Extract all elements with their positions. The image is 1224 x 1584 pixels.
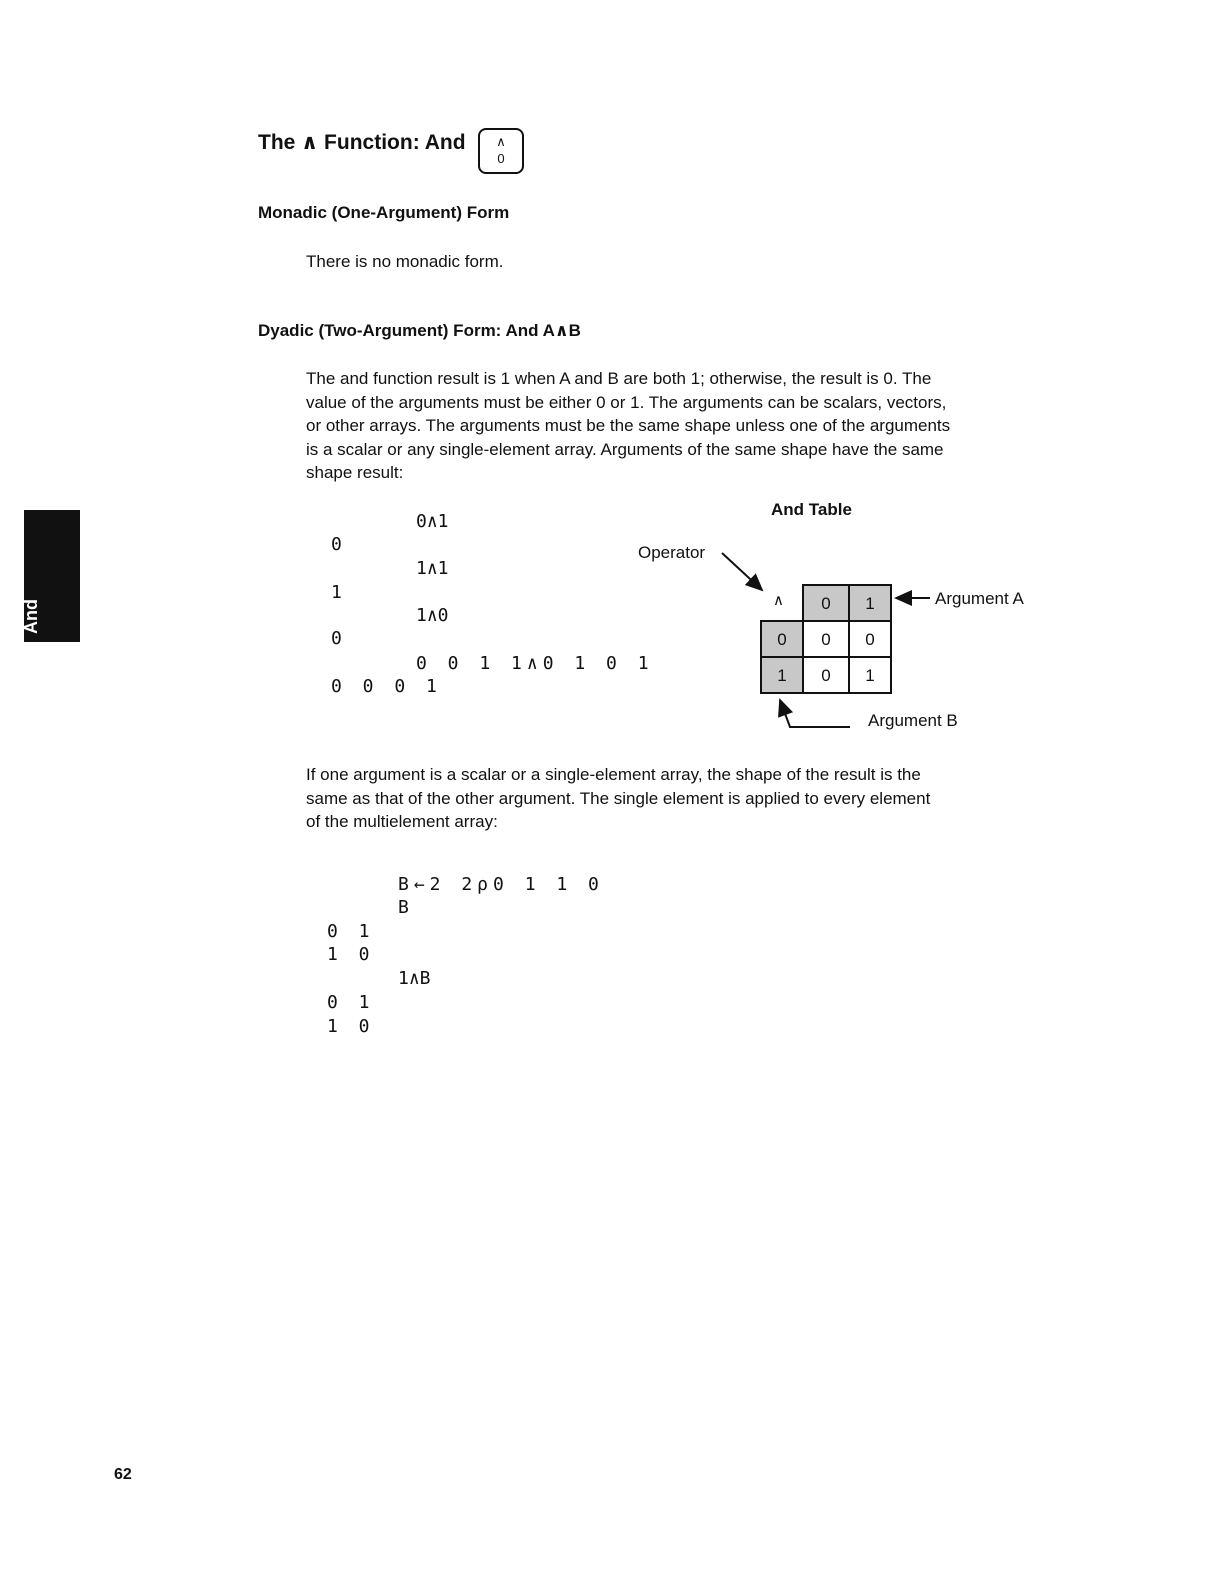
paragraph-line: is a scalar or any single-element array. Arguments of the same shape have the same bbox=[306, 439, 944, 459]
example-input: 0∧1 bbox=[416, 511, 449, 532]
example-output: 1 bbox=[331, 582, 342, 603]
operator-arrow bbox=[722, 553, 762, 590]
operator-symbol: ∧ bbox=[773, 592, 784, 609]
example-output: 0 1 bbox=[327, 921, 375, 942]
header-b-cell: 1 bbox=[760, 656, 804, 694]
monadic-text: There is no monadic form. bbox=[306, 252, 504, 271]
example-output: 1 0 bbox=[327, 944, 375, 965]
paragraph-line: or other arrays. The arguments must be the same shape unless one of the arguments bbox=[306, 416, 951, 435]
page-title: The ∧ Function: And bbox=[258, 131, 466, 154]
example-input: 1∧B bbox=[398, 968, 431, 989]
paragraph-line: shape result: bbox=[306, 463, 404, 482]
example-input: B bbox=[398, 897, 409, 918]
dyadic-heading: Dyadic (Two-Argument) Form: And A∧B bbox=[258, 321, 581, 340]
argument-a-label: Argument A bbox=[935, 589, 1024, 608]
keycap-bottom-symbol: 0 bbox=[497, 151, 505, 166]
monadic-heading: Monadic (One-Argument) Form bbox=[258, 203, 510, 222]
argument-b-arrow bbox=[780, 700, 850, 727]
result-cell: 1 bbox=[848, 656, 892, 694]
paragraph-line: of the multielement array: bbox=[306, 812, 498, 831]
example-output: 0 bbox=[331, 534, 342, 555]
example-input: B←2 2⍴0 1 1 0 bbox=[398, 874, 604, 895]
page-number: 62 bbox=[114, 1466, 132, 1483]
paragraph-line: The and function result is 1 when A and B are both 1; otherwise, the result is 0. The bbox=[306, 369, 932, 388]
paragraph-line: same as that of the other argument. The single element is applied to every element bbox=[306, 788, 931, 808]
example-input: 0 0 1 1∧0 1 0 1 bbox=[416, 653, 654, 674]
keycap-top-symbol: ∧ bbox=[496, 134, 506, 149]
scalar-paragraph bbox=[306, 763, 986, 834]
example-output: 0 bbox=[331, 628, 342, 649]
operator-label: Operator bbox=[638, 543, 706, 562]
example-input: 1∧1 bbox=[416, 558, 449, 579]
example-input: 1∧0 bbox=[416, 605, 449, 626]
paragraph-line: value of the arguments must be either 0 or 1. The arguments can be scalars, vectors, bbox=[306, 392, 947, 412]
example-output: 0 0 0 1 bbox=[331, 676, 442, 697]
argument-b-label: Argument B bbox=[868, 711, 958, 730]
example-output: 0 1 bbox=[327, 992, 375, 1013]
and-table-title: And Table bbox=[771, 500, 852, 519]
paragraph-line: If one argument is a scalar or a single-element array, the shape of the result is the bbox=[306, 765, 921, 784]
result-cell: 0 bbox=[848, 620, 892, 658]
header-b-cell: 0 bbox=[760, 620, 804, 658]
example-output: 1 0 bbox=[327, 1016, 375, 1037]
header-a-cell: 1 bbox=[848, 584, 892, 622]
result-cell: 0 bbox=[802, 656, 850, 694]
header-a-cell: 0 bbox=[802, 584, 850, 622]
section-tab-label: And bbox=[21, 599, 41, 634]
result-cell: 0 bbox=[802, 620, 850, 658]
